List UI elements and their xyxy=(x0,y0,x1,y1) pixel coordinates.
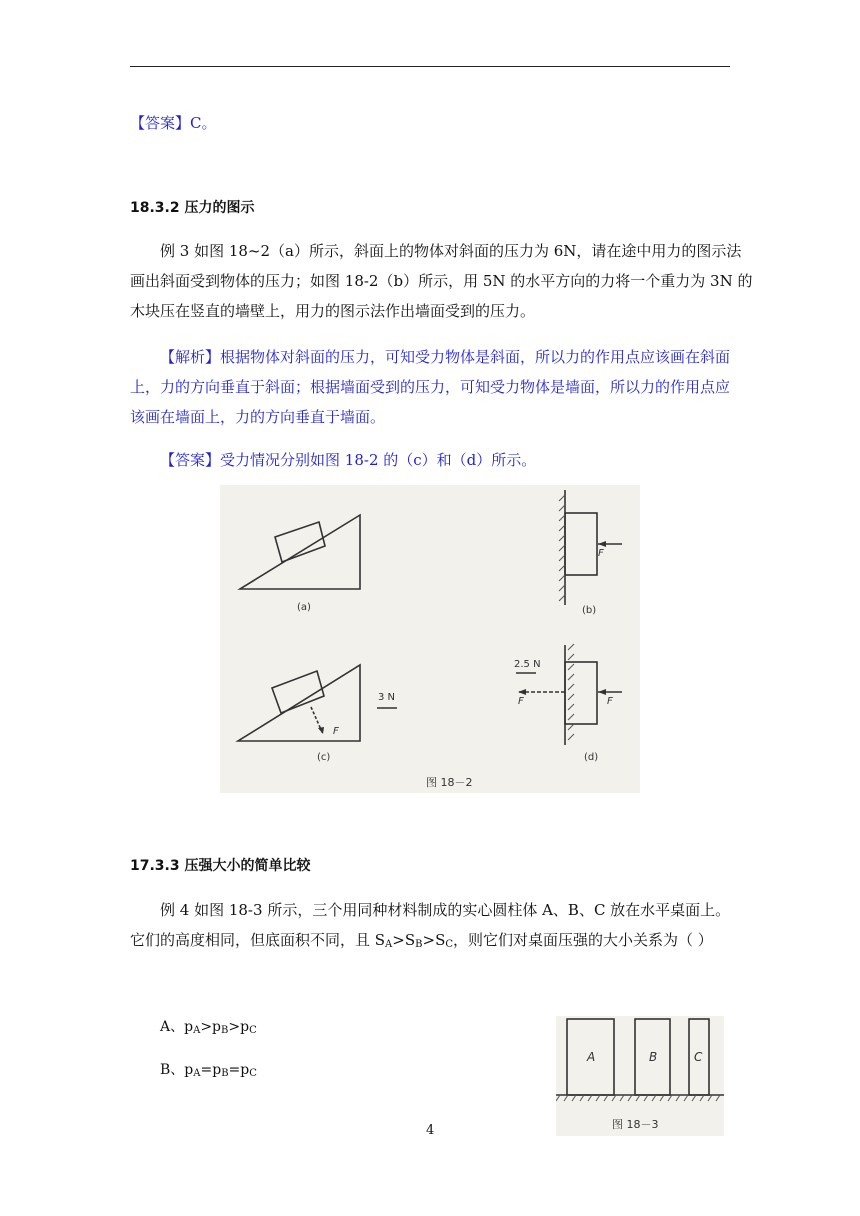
answer-3-text: 受力情况分别如图 18-2 的（c）和（d）所示。 xyxy=(220,451,537,469)
force-label-d-right: F xyxy=(607,696,613,707)
example-3-line-3: 木块压在竖直的墙壁上，用力的图示法作出墙面受到的压力。 xyxy=(130,302,536,320)
figure-label-a: (a) xyxy=(297,602,311,613)
example-3-line-1: 例 3 如图 18~2（a）所示，斜面上的物体对斜面的压力为 6N，请在途中用力的图示法 xyxy=(160,242,742,260)
figure-18-2 xyxy=(220,485,640,793)
example-3-line-2: 画出斜面受到物体的压力；如图 18-2（b）所示，用 5N 的水平方向的力将一个重力为 3N 的 xyxy=(130,272,753,290)
figure-18-2-drawing xyxy=(220,485,640,793)
incline-a xyxy=(240,515,360,589)
block-b xyxy=(565,513,597,575)
figure-caption: 图 18－2 xyxy=(426,776,473,789)
figure-label-c: (c) xyxy=(317,752,331,763)
figure-label-b: (b) xyxy=(582,605,597,616)
option-a: A、$p_A>p_B>p_C$ xyxy=(160,1019,257,1036)
page-number: 4 xyxy=(426,1123,435,1138)
cylinder-label-a: A xyxy=(587,1050,596,1064)
incline-c xyxy=(238,665,360,741)
answer-paragraph xyxy=(130,112,217,133)
answer-3-label: 【答案】 xyxy=(160,451,221,469)
section-heading-2: 17.3.3 压强大小的简单比较 xyxy=(130,858,311,874)
scale-label-d: 2.5 N xyxy=(514,659,541,670)
cylinder-label-c: C xyxy=(694,1050,703,1064)
force-label-b: F xyxy=(598,548,604,559)
answer-3-paragraph xyxy=(160,449,536,470)
force-label-d-left: F xyxy=(518,696,524,707)
example-4-line-2: 它们的高度相同，但底面积不同，且 $S_A>S_B>S_C$，则它们对桌面压强的大小关系为（ ） xyxy=(130,931,713,950)
cylinder-label-b: B xyxy=(649,1050,658,1064)
option-b: B、$p_A=p_B=p_C$ xyxy=(160,1062,257,1079)
figure-18-3 xyxy=(556,1016,724,1136)
example-4-line-1: 例 4 如图 18-3 所示，三个用同种材料制成的实心圆柱体 A、B、C 放在水平桌面上。 xyxy=(160,901,731,919)
block-d xyxy=(565,662,597,724)
answer-text: C。 xyxy=(190,114,217,132)
header-rule xyxy=(130,66,730,67)
analysis-line-1: 【解析】根据物体对斜面的压力，可知受力物体是斜面，所以力的作用点应该画在斜面 xyxy=(160,348,731,366)
figure-label-d: (d) xyxy=(584,752,599,763)
figure-caption-2: 图 18－3 xyxy=(612,1118,659,1131)
force-label-c: F xyxy=(333,726,339,737)
analysis-line-3: 该画在墙面上，力的方向垂直于墙面。 xyxy=(130,408,386,426)
section-heading: 18.3.2 压力的图示 xyxy=(130,200,255,216)
answer-label: 【答案】 xyxy=(130,114,191,132)
scale-label-c: 3 N xyxy=(378,692,396,703)
analysis-line-2: 上，力的方向垂直于斜面；根据墙面受到的压力，可知受力物体是墙面，所以力的作用点应 xyxy=(130,378,731,396)
